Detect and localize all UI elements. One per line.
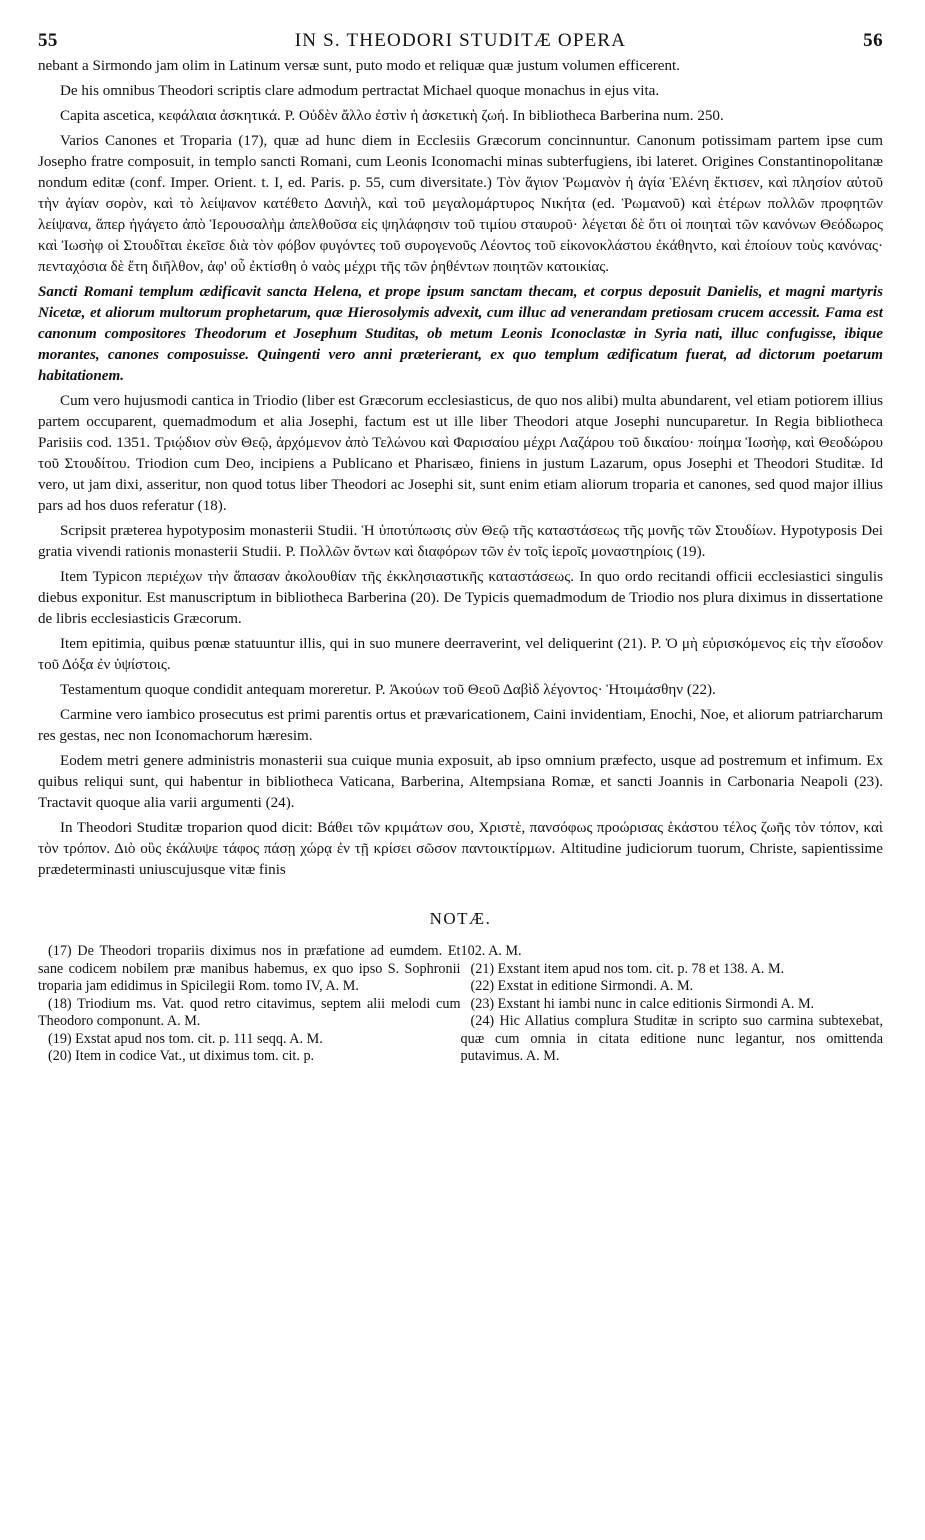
paragraph: Capita ascetica, κεφάλαια ἀσκητικά. P. Οὐδὲν ἄλλο ἐστὶν ἡ ἀσκετικὴ ζωή. In bibliotheca Barberina num. 250. bbox=[60, 108, 724, 124]
notes-heading: NOTÆ. bbox=[429, 909, 492, 928]
paragraph: Cum vero hujusmodi cantica in Triodio (liber est Græcorum ecclesiasticus, de quo nos alibi) multa abundarent, vel etiam potiorem illius partem occuparent, quemadmodum et alia Josephi, factum est ut ille liber Theodori atque Josephi nuncuparetur. In Regia bibliotheca Parisiis cod. 1351. Τριῴδιον σὺν Θεῷ, ἀρχόμενον ἀπὸ Τελώνου καὶ Φαρισαίου μέχρι Λαζάρου τοῦ δικαίου· ποίημα Ἰωσὴφ, καὶ Θεοδώρου τοῦ Στουδίτου. Triodion cum Deo, incipiens a Publicano et Pharisæo, finiens in justum Lazarum, opus Josephi et Theodori Studitæ. Id vero, ut jam dixi, asseritur, non quod totus liber Theodori ac Josephi sit, sunt enim etiam aliorum troparia et canones, sed quod major illius pars ad hos duos referatur (18). bbox=[38, 393, 883, 514]
page-number-left: 55 bbox=[38, 30, 58, 51]
paragraph: De his omnibus Theodori scriptis clare admodum pertractat Michael quoque monachus in ejus vita. bbox=[60, 83, 660, 99]
footnote: (18) Triodium ms. Vat. quod retro citavimus, septem alii melodi cum Theodoro componunt. A. M. bbox=[38, 995, 461, 1029]
footnotes bbox=[38, 943, 883, 1066]
footnotes-left-column bbox=[38, 943, 461, 1066]
main-text bbox=[38, 56, 883, 881]
paragraph-translation: Sancti Romani templum ædificavit sancta Helena, et prope ipsum sanctam thecam, et corpus deposuit Danielis, et magni martyris Nicetæ, et aliorum multorum prophetarum, quæ Hierosolymis advexit, cum illuc ad venerandam pretiosam crucem accessit. Fama est canonum compositores Theodorum et Josephum Studitas, ob metum Leonis Iconoclastæ in Syria nati, illuc confugisse, ibique morantes, canones composuisse. Quingenti vero anni præterierant, ex quo templum ædificatum fuerat, ad dictorum poetarum habitationem. bbox=[38, 284, 883, 384]
running-header bbox=[38, 30, 883, 52]
paragraph: Eodem metri genere administris monasterii sua cuique munia exposuit, ab ipso omnium præfecto, usque ad postremum et infimum. Ex quibus reliqui sunt, qui habentur in bibliotheca Vaticana, Barberina, Altempsiana Romæ, et sancti Joannis in Carbonaria Neapoli (23). Tractavit quoque alia varii argumenti (24). bbox=[38, 753, 883, 811]
footnotes-right-column bbox=[461, 943, 884, 1066]
footnote: (19) Exstat apud nos tom. cit. p. 111 seqq. A. M. bbox=[48, 1030, 323, 1047]
paragraph: Varios Canones et Troparia (17), quæ ad hunc diem in Ecclesiis Græcorum concinnuntur. Canonum potissimam partem ipse cum Josepho fratre composuit, in templo sancti Romani, cum Leonis Iconomachi minas subterfugiens, ibi lateret. Origines Constantinopolitanæ nondum editæ (conf. Imper. Orient. t. I, ed. Paris. p. 55, cum diversitate.) Τὸν ἅγιον Ῥωμανὸν ἡ ἁγία Ἑλένη ἔκτισεν, καὶ πλησίον αὐτοῦ τὴν ἁγίαν σορὸν, καὶ τὸ λείψανον κατέθετο Δανιὴλ, καὶ τοῦ μεγαλομάρτυρος Νικήτα (ed. Ῥωμανοῦ) καὶ ἑτέρων πολλῶν προφητῶν λείψανα, ἅπερ ἠγάγετο ἀπὸ Ἱερουσαλὴμ ἀπελθοῦσα εἰς ψηλάφησιν τοῦ τιμίου σταυροῦ· λέγεται δὲ ὅτι οἱ ποιηταὶ τῶν κανόνων Θεόδωρος καὶ Ἰωσὴφ οἱ Στουδῖται ἐκεῖσε διὰ τὸν φόβον φυγόντες τοῦ συρογενοῦς Λέοντος τοῦ εἰκονοκλάστου ἐκάθηντο, καὶ ἐποίουν τοὺς κανόνας· πενταχόσια δὲ ἔτη διῆλθον, ἀφ' οὗ ἐκτίσθη ὁ ναὸς μέχρι τῆς τῶν ῥηθέντων ποιητῶν κατοικίας. bbox=[38, 133, 883, 275]
paragraph: Item epitimia, quibus pœnæ statuuntur illis, qui in suo munere deerraverint, vel deliquerint (21). P. Ὁ μὴ εὑρισκόμενος εἰς τὴν εἴσοδον τοῦ Δόξα ἐν ὑψίστοις. bbox=[38, 636, 883, 673]
footnote: (23) Exstant hi iambi nunc in calce editionis Sirmondi A. M. bbox=[470, 995, 815, 1012]
footnote-continuation: 102. A. M. bbox=[460, 943, 522, 959]
footnote: (17) De Theodori tropariis diximus nos in præfatione ad eumdem. Et sane codicem nobilem præ manibus habemus, ex quo ipso S. Sophronii troparia jam edidimus in Spicilegii Rom. tomo IV, A. M. bbox=[38, 943, 461, 994]
footnote: (22) Exstat in editione Sirmondi. A. M. bbox=[470, 978, 694, 994]
footnote: (21) Exstant item apud nos tom. cit. p. 78 et 138. A. M. bbox=[470, 960, 785, 977]
paragraph: In Theodori Studitæ troparion quod dicit: Βάθει τῶν κριμάτων σου, Χριστὲ, πανσόφως προώρισας ἑκάστου τέλος ζωῆς τὸν τόπον, καὶ τὸν τρόπον. Διὸ οὓς ἐκάλυψε τάφος πάσῃ χώρᾳ ἐν τῇ κρίσει σῶσον παντοικτίρμων. Altitudine judiciorum tuorum, Christe, sapientissime prædeterminasti uniuscujusque vitæ finis bbox=[38, 820, 883, 878]
running-title: IN S. THEODORI STUDITÆ OPERA bbox=[294, 30, 627, 51]
footnote: (20) Item in codice Vat., ut diximus tom. cit. p. bbox=[48, 1048, 315, 1064]
page-number-right: 56 bbox=[863, 30, 883, 51]
paragraph: Scripsit præterea hypotyposim monasterii Studii. Ἡ ὑποτύπωσις σὺν Θεῷ τῆς καταστάσεως τῆς μονῆς τῶν Στουδίων. Hypotyposis Dei gratia vivendi rationis monasterii Studii. P. Πολλῶν ὄντων καὶ διαφόρων τῶν ἐν τοῖς ἱεροῖς μοναστηρίοις (19). bbox=[38, 523, 883, 560]
paragraph: nebant a Sirmondo jam olim in Latinum versæ sunt, puto modo et reliquæ quæ justum volumen efficerent. bbox=[38, 58, 680, 74]
paragraph: Item Typicon περιέχων τὴν ἅπασαν ἀκολουθίαν τῆς ἐκκλησιαστικῆς καταστάσεως. In quo ordo recitandi officii ecclesiastici singulis diebus exponitur. Est manuscriptum in bibliotheca Barberina (20). De Typicis quemadmodum de Triodio nos plura diximus in dissertatione de libris ecclesiasticis Græcorum. bbox=[38, 569, 883, 627]
paragraph: Carmine vero iambico prosecutus est primi parentis ortus et prævaricationem, Caini invidentiam, Enochi, Noe, et aliorum patriarcharum res gestas, nec non Iconomachorum hæresim. bbox=[38, 707, 883, 744]
paragraph: Testamentum quoque condidit antequam moreretur. P. Ἀκούων τοῦ Θεοῦ Δαβὶδ λέγοντος· Ἡτοιμάσθην (22). bbox=[60, 682, 716, 698]
footnote: (24) Hic Allatius complura Studitæ in scripto suo carmina subtexebat, quæ cum omnia in citata editione nunc legantur, nos omittenda putavimus. A. M. bbox=[460, 1013, 883, 1064]
